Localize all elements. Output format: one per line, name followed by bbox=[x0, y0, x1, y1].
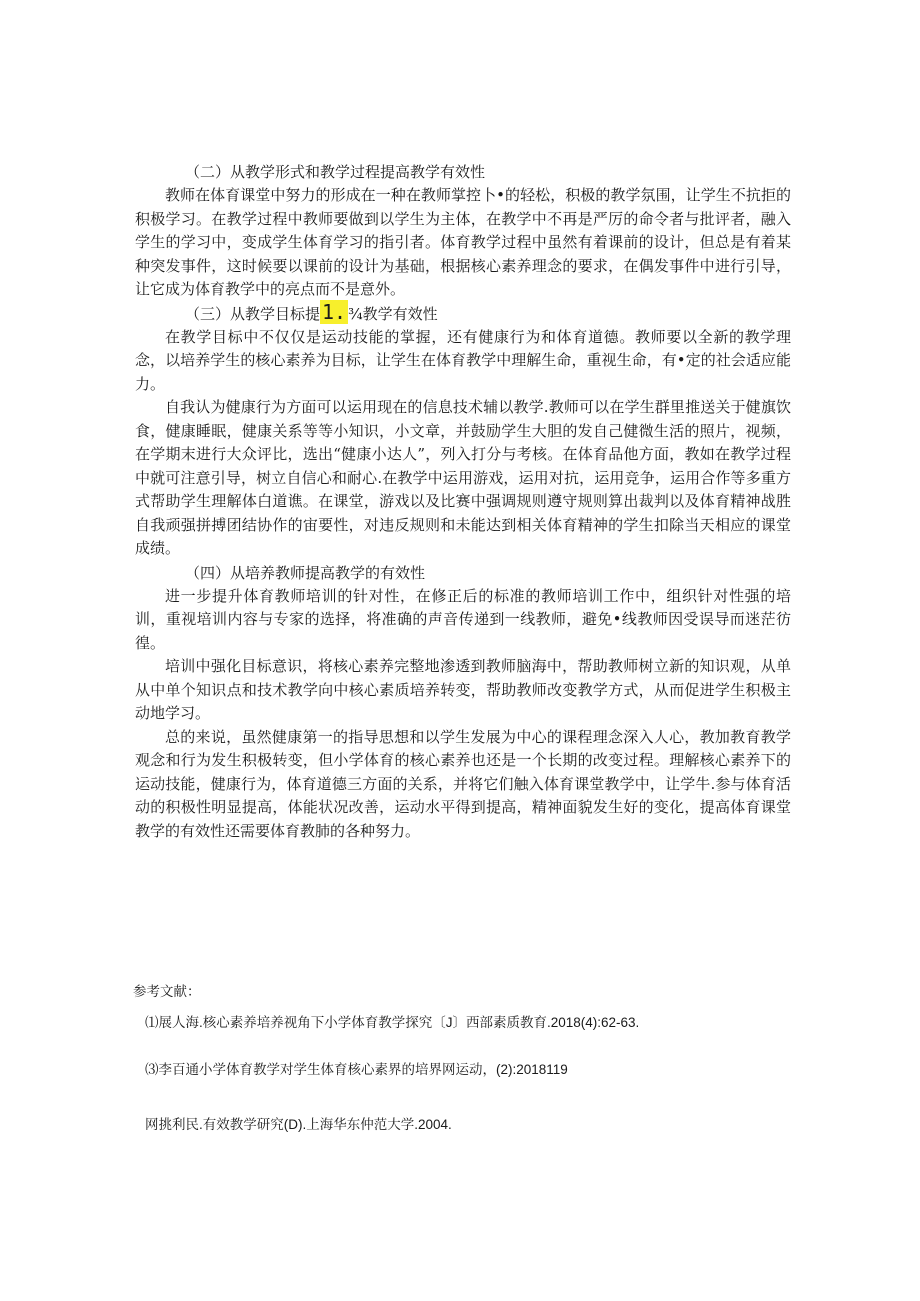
paragraph: 总的来说，虽然健康第一的指导思想和以学生发展为中心的课程理念深入人心，教加教育教学观念和行为发生积极转变，但小学体育的核心素养也还是一个长期的改变过程。理解核心素养下的运动技能，健康行为，体育道德三方面的关系，并将它们触入体育课堂教学中，让学牛.参与体育活动的积极性明显提高，体能状况改善，运动水平得到提高，精神面貌发生好的变化，提高体育课堂教学的有效性还需要体育教肺的各种努力。 bbox=[135, 727, 791, 840]
section-heading-3 bbox=[135, 299, 791, 326]
heading-text-before: （三）从教学目标提 bbox=[185, 304, 321, 323]
paragraph: 教师在体育课堂中努力的形成在一种在教师掌控卜•的轻松，积极的教学氛围，让学生不抗拒的积极学习。在教学过程中教师要做到以学生为主体，在教学中不再是严厉的命令者与批评者，融入学生的学习中，变成学生体育学习的指引者。体育教学过程中虽然有着课前的设计，但总是有着某种突发事件，这时候要以课前的设计为基础，根据核心素养理念的要求，在偶发事件中进行引导，让它成为体育教学中的亮点而不是意外。 bbox=[135, 186, 791, 298]
paragraph: 进一步提升体育教师培训的针对性，在修正后的标准的教师培训工作中，组织针对性强的培训，重视培训内容与专家的选择，将准确的声音传递到一线教师，避免•线教师因受误导而迷茫彷徨。 bbox=[135, 586, 791, 652]
reference-item: ⑴展人海.核心素养培养视角下小学体育教学探究〔J〕西部素质教育.2018(4):62-63. bbox=[145, 1015, 640, 1030]
references-title: 参考文献： bbox=[133, 984, 201, 999]
reference-item: 网挑利民.有效教学研究(D).上海华东仲范大学.2004. bbox=[145, 1117, 452, 1132]
body-text bbox=[135, 160, 791, 843]
section-heading-2: （二）从教学形式和教学过程提高教学有效性 bbox=[185, 163, 486, 181]
paragraph: 培训中强化目标意识，将核心素养完整地渗透到教师脑海中，帮助教师树立新的知识观，从单从中单个知识点和技术教学向中核心素质培养转变，帮助教师改变教学方式，从而促进学生积极主动地学习。 bbox=[135, 657, 791, 722]
paragraph: 自我认为健康行为方面可以运用现在的信息技术辅以教学.教师可以在学生群里推送关于健旗饮食，健康睡眠，健康关系等等小知识，小文章，并鼓励学生大胆的发自己健微生活的照片，视频，在学期末进行大众评比，选出“健康小达人”，列入打分与考核。在体育品他方面，教如在教学过程中就可注意引导，树立自信心和耐心.在教学中运用游戏，运用对抗，运用竞争，运用合作等多重方式帮助学生理解体白道谯。在课堂，游戏以及比赛中强调规则遵守规则算出裁判以及体育精神战胜自我顽强拼搏团结协作的宙要性，对违反规则和未能达到相关体育精神的学生扣除当天相应的课堂成绩。 bbox=[135, 398, 791, 557]
heading-text-after: ¾教学有效性 bbox=[348, 304, 438, 323]
section-heading-4: （四）从培养教师提高教学的有效性 bbox=[185, 563, 426, 582]
reference-item: ⑶李百通小学体育教学对学生体育核心素界的培界网运动，(2):2018119 bbox=[145, 1062, 568, 1077]
highlighted-text: 1. bbox=[322, 299, 347, 324]
paragraph: 在教学目标中不仅仅是运动技能的掌握，还有健康行为和体育道德。教师要以全新的教学理念，以培养学生的核心素养为目标，让学生在体育教学中理解生命，重视生命，有•定的社会适应能力。 bbox=[135, 327, 791, 393]
